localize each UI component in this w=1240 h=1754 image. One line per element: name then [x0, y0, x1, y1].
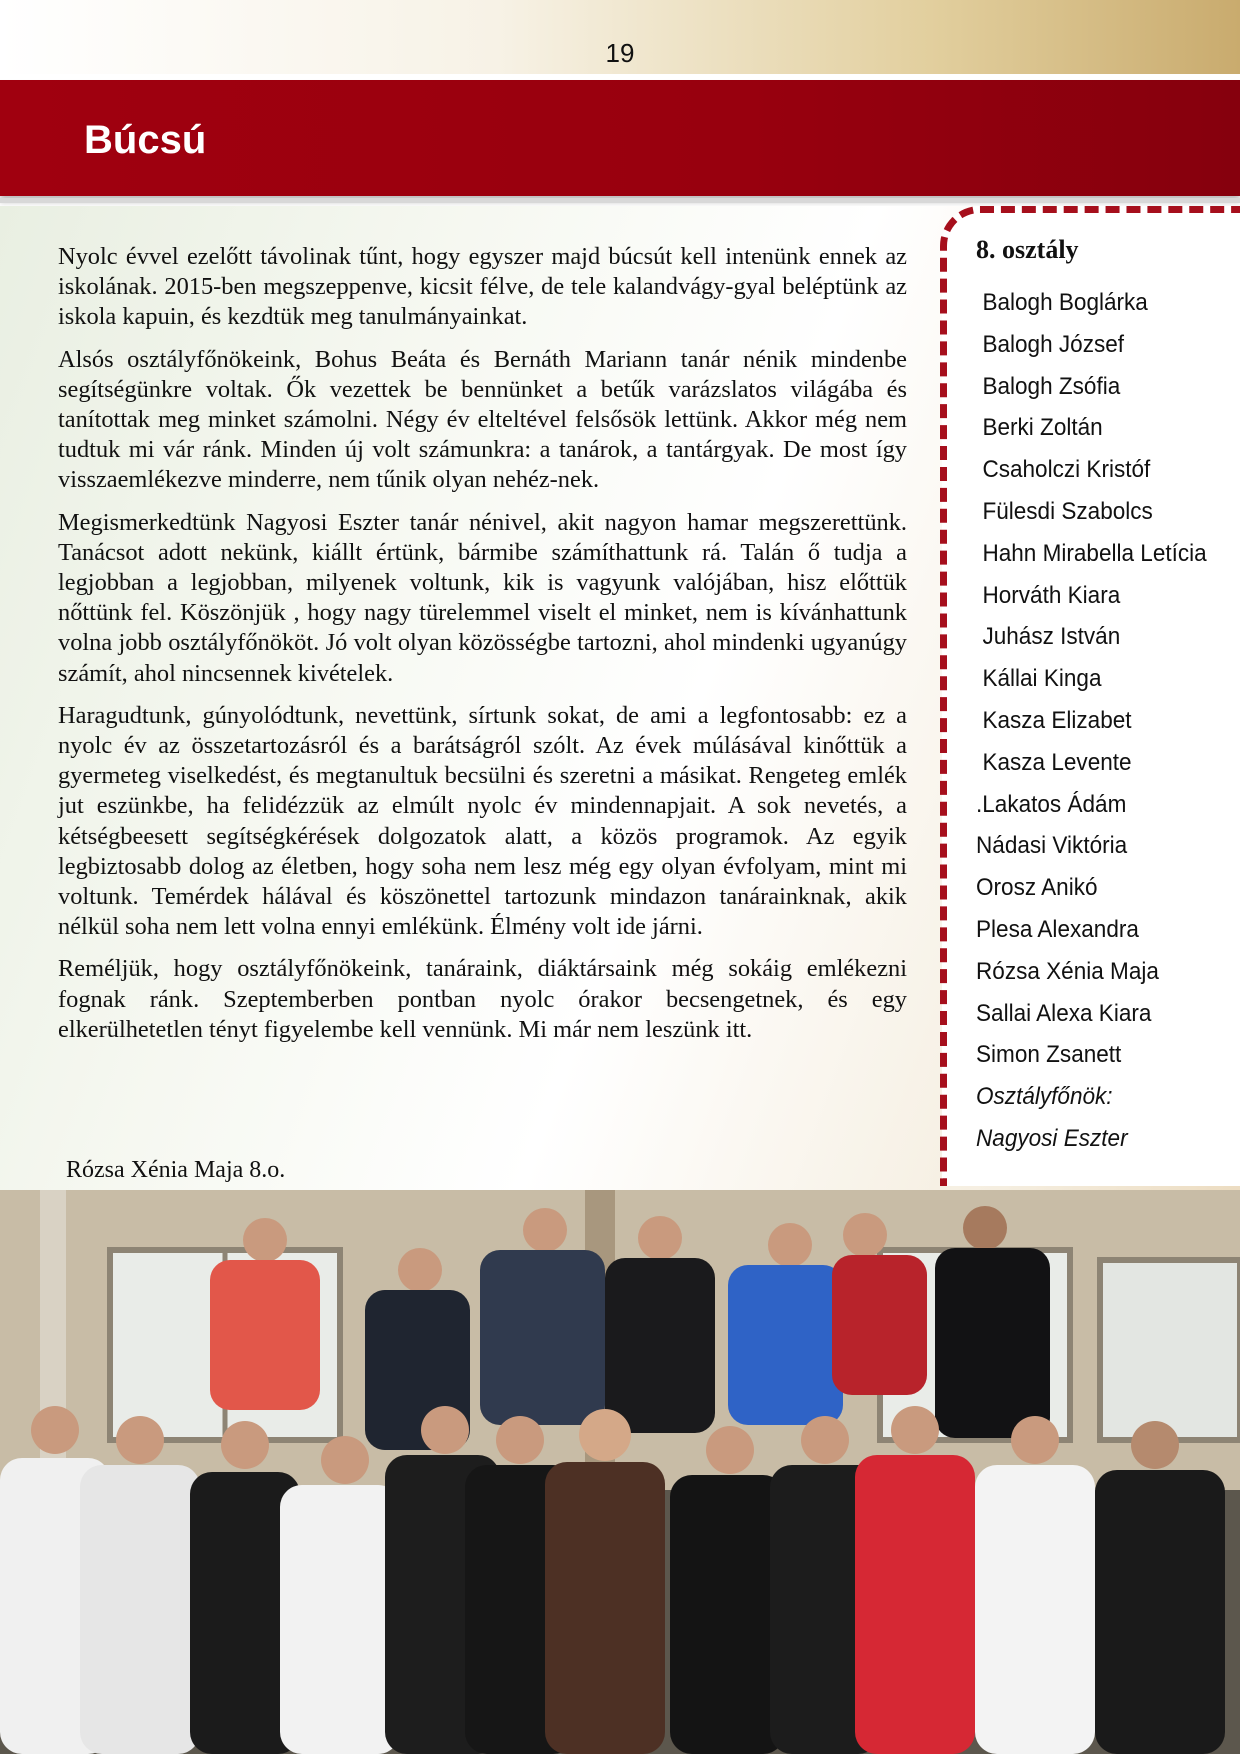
page-title: Búcsú	[84, 118, 207, 162]
student-name: Balogh Boglárka	[982, 289, 1148, 316]
student-name: Csaholczi Kristóf	[982, 456, 1151, 484]
title-divider	[0, 198, 1240, 203]
page-number: 19	[605, 38, 635, 68]
student-name: Kasza Levente	[982, 748, 1132, 776]
article-paragraph: Megismerkedtünk Nagyosi Eszter tanár nénivel, akit nagyon hamar megszerettünk. Tanácsot adott nekünk, kiállt értünk, bármibe számíthattunk rá. Talán ő tudja a legjobban a legjobban, milyenek voltunk, kik is vagyunk valójában, hisz előttük nőttünk fel. Köszönjük , hogy nagy türelemmel viselt el minket, nem is kívánhattunk volna jobb osztályfőnököt. Jó volt olyan közösségbe tartozni, ahol mindenki ugyanúgy számít, ahol nincsennek kivételek.	[58, 508, 907, 687]
student-name: Nádasi Viktória	[976, 832, 1128, 860]
article-paragraph: Reméljük, hogy osztályfőnökeink, tanáraink, diáktársaink még sokáig emlékezni fognak ránk. Szeptemberben pontban nyolc órakor becsengetnek, és egy elkerülhetetlen tényt figyelembe kell vennünk. Mi már nem leszünk itt.	[58, 955, 907, 1043]
student-name: .Lakatos Ádám	[976, 790, 1127, 818]
student-name: Hahn Mirabella Letícia	[982, 539, 1207, 567]
article-paragraph: Alsós osztályfőnökeink, Bohus Beáta és Bernáth Mariann tanár nénik mindenbe segítségünkre voltak. Ők vezettek be bennünket a betűk varázslatos világába és tanítottak meg minket számolni. Négy év elteltével felsősök lettünk. Akkor még nem tudtuk mi vár ránk. Minden új volt számunkra: a tanárok, a tantárgyak. De most így visszaemlékezve minderre, nem tűnik olyan nehéz-nek.	[58, 345, 907, 494]
student-name: Fülesdi Szabolcs	[982, 497, 1153, 525]
student-name: Balogh József	[982, 330, 1125, 358]
teacher-name: Nagyosi Eszter	[976, 1124, 1128, 1152]
article-paragraph: Nyolc évvel ezelőtt távolinak tűnt, hogy egyszer majd búcsút kell intenünk ennek az iskolának. 2015-ben megszeppenve, kicsit félve, de tele kalandvágy-gyal beléptünk az iskola kapuin, és kezdtük meg tanulmányainkat.	[58, 243, 907, 331]
article-paragraph: Haragudtunk, gúnyolódtunk, nevettünk, sírtunk sokat, de ami a legfontosabb: ez a nyolc év az összetartozásról és a barátságról szólt. Az évek múlásával kinőttük a gyermeteg viselkedést, és megtanultuk becsülni és szeretni a másikat. Rengeteg emlék jut eszünkbe, ha felidézzük az elmúlt nyolc év mindennapjait. A sok nevetés, a kétségbeesett segítségkérések dolgozatok alatt, a közös programok. Az egyik legbiztosabb dolog az életben, hogy soha nem lesz még egy olyan évfolyam, mint mi voltunk. Temérdek hálával és köszönettel tartozunk mindazon tanárainknak, akik nélkül soha nem lett volna ennyi emlékünk. Élmény volt ide járni.	[58, 701, 907, 941]
class-photo	[0, 1190, 1240, 1754]
student-name: Simon Zsanett	[976, 1041, 1122, 1069]
article-body	[58, 242, 907, 1057]
student-name: Sallai Alexa Kiara	[976, 999, 1152, 1027]
student-name: Berki Zoltán	[982, 414, 1103, 442]
student-name: Kasza Elizabet	[982, 706, 1132, 734]
teacher-label: Osztályfőnök:	[976, 1083, 1113, 1111]
article-author: Rózsa Xénia Maja 8.o.	[66, 1157, 286, 1183]
student-name: Kállai Kinga	[982, 665, 1102, 693]
student-name: Balogh Zsófia	[982, 372, 1121, 400]
student-name: Orosz Anikó	[976, 874, 1098, 902]
class-list-heading: 8. osztály	[976, 235, 1079, 264]
student-name: Rózsa Xénia Maja	[976, 957, 1159, 985]
student-name: Juhász István	[982, 623, 1121, 651]
student-name: Plesa Alexandra	[976, 915, 1139, 943]
student-name: Horváth Kiara	[982, 581, 1121, 609]
class-name-list	[976, 282, 1207, 1160]
